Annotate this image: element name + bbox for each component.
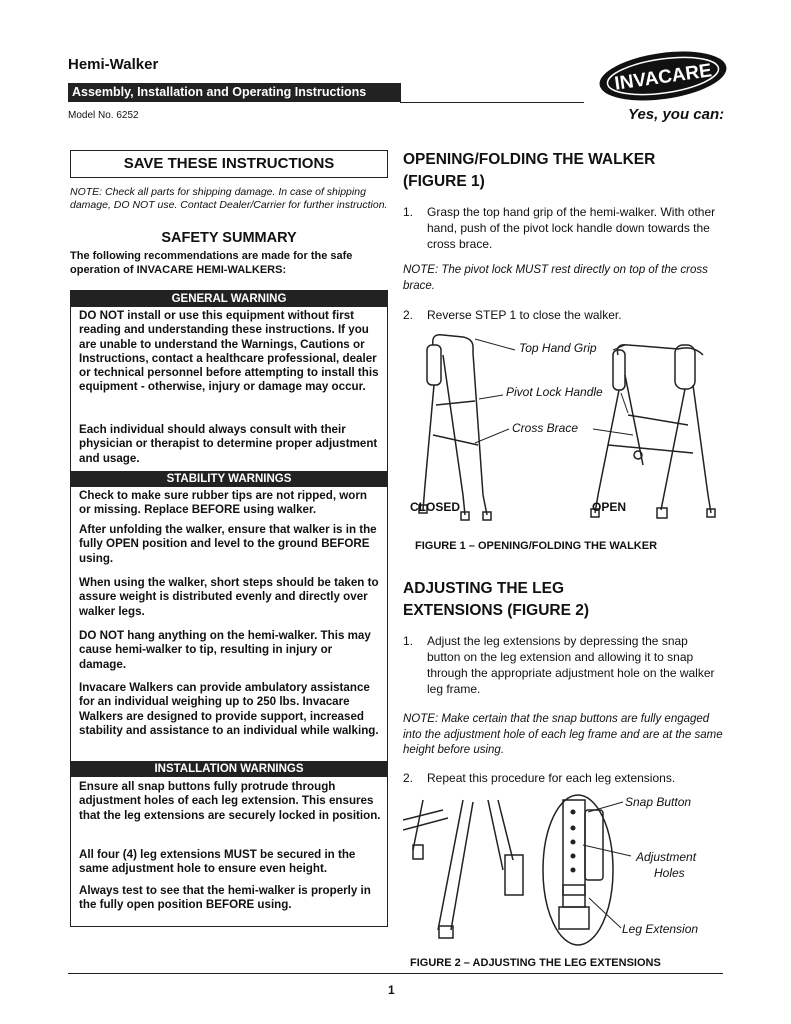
figure-1-caption: FIGURE 1 – OPENING/FOLDING THE WALKER: [415, 540, 658, 552]
warnings-box: [70, 290, 388, 927]
installation-warning-p3: Always test to see that the hemi-walker is properly in the fully open position BEFORE using.: [79, 884, 371, 912]
shipping-note: NOTE: Check all parts for shipping damage. In case of shipping damage, DO NOT use. Contact Dealer/Carrier for further instruction.: [70, 186, 388, 211]
opening-step-2: 2. Reverse STEP 1 to close the walker.: [403, 308, 622, 322]
page-number: 1: [388, 983, 395, 997]
model-number: Model No. 6252: [68, 110, 139, 121]
installation-warnings-heading: INSTALLATION WARNINGS: [71, 761, 387, 777]
invacare-logo: [597, 51, 729, 101]
walker-leg-drawing: [403, 800, 523, 938]
opening-step-1: 1. Grasp the top hand grip of the hemi-walker. With other hand, push of the pivot lock handle down towards the cross brace.: [403, 205, 716, 251]
tagline: Yes, you can:: [628, 106, 725, 123]
logo-text: INVACARE: [613, 60, 714, 95]
adjusting-leg-heading: ADJUSTING THE LEG EXTENSIONS (FIGURE 2): [403, 580, 590, 619]
header-rule: [400, 102, 584, 103]
snap-button-note: NOTE: Make certain that the snap buttons are fully engaged into the adjustment hole of each leg frame and are at the same height before using.: [403, 713, 723, 756]
pivot-lock-note: NOTE: The pivot lock MUST rest directly on top of the cross brace.: [403, 264, 708, 292]
stability-warning-p5: Invacare Walkers can provide ambulatory assistance for an individual weighing up to 250 lbs. Invacare Walkers are designed to provide support, increased stability and assistance to an individual while walking.: [79, 681, 379, 737]
stability-warning-p2: After unfolding the walker, ensure that walker is in the fully OPEN position and level to the ground BEFORE using.: [79, 523, 377, 565]
label-holes: Holes: [654, 866, 685, 880]
closed-walker-drawing: [419, 335, 491, 520]
stability-warning-p3: When using the walker, short steps should be taken to assure weight is distributed evenly and directly over walker legs.: [79, 576, 379, 618]
document-subtitle-band: Assembly, Installation and Operating Instructions: [68, 83, 401, 102]
document-title: Hemi-Walker: [68, 56, 159, 73]
stability-warning-p4: DO NOT hang anything on the hemi-walker. This may cause hemi-walker to tip, resulting in injury or damage.: [79, 629, 371, 671]
label-leg-extension: Leg Extension: [622, 922, 699, 936]
label-adjustment: Adjustment: [636, 850, 697, 864]
figure-2-caption: FIGURE 2 – ADJUSTING THE LEG EXTENSIONS: [410, 957, 661, 969]
opening-folding-heading: OPENING/FOLDING THE WALKER (FIGURE 1): [403, 151, 656, 190]
label-cross-brace: Cross Brace: [512, 421, 579, 435]
general-warning-p1: DO NOT install or use this equipment without first reading and understanding these instructions. If you are unable to understand the Warnings, Cautions or Instructions, contact a healthcare professional, dealer or technical personnel before attempting to install this equipment - otherwise, injury or damage may occur.: [79, 309, 379, 394]
label-closed: CLOSED: [410, 500, 461, 514]
installation-warning-p1: Ensure all snap buttons fully protrude through adjustment holes of each leg extension. This ensures that the leg extensions are securely locked in position.: [79, 780, 381, 822]
label-top-hand-grip: Top Hand Grip: [519, 341, 597, 355]
adjusting-step-1: 1. Adjust the leg extensions by depressing the snap button on the leg extension and allowing it to snap through the appropriate adjustment hole on the walker leg frame.: [403, 634, 715, 696]
footer-rule: [68, 973, 723, 974]
installation-warning-p2: All four (4) leg extensions MUST be secured in the same adjustment hole to ensure even height.: [79, 848, 356, 876]
label-pivot-lock-handle: Pivot Lock Handle: [506, 385, 603, 399]
general-warning-heading: GENERAL WARNING: [71, 291, 387, 307]
adjusting-step-2: 2. Repeat this procedure for each leg extensions.: [403, 771, 676, 785]
safety-summary-intro: The following recommendations are made for the safe operation of INVACARE HEMI-WALKERS:: [70, 250, 353, 276]
leg-extension-detail-drawing: [543, 795, 613, 945]
safety-summary-heading: SAFETY SUMMARY: [161, 230, 297, 246]
general-warning-p2: Each individual should always consult with their physician or therapist to determine proper adjustment and usage.: [79, 423, 378, 465]
label-snap-button: Snap Button: [625, 795, 692, 809]
stability-warnings-heading: STABILITY WARNINGS: [71, 471, 387, 487]
stability-warning-p1: Check to make sure rubber tips are not ripped, worn or missing. Replace BEFORE using walker.: [79, 489, 367, 517]
label-open: OPEN: [592, 500, 627, 514]
save-instructions-heading: SAVE THESE INSTRUCTIONS: [70, 150, 388, 178]
